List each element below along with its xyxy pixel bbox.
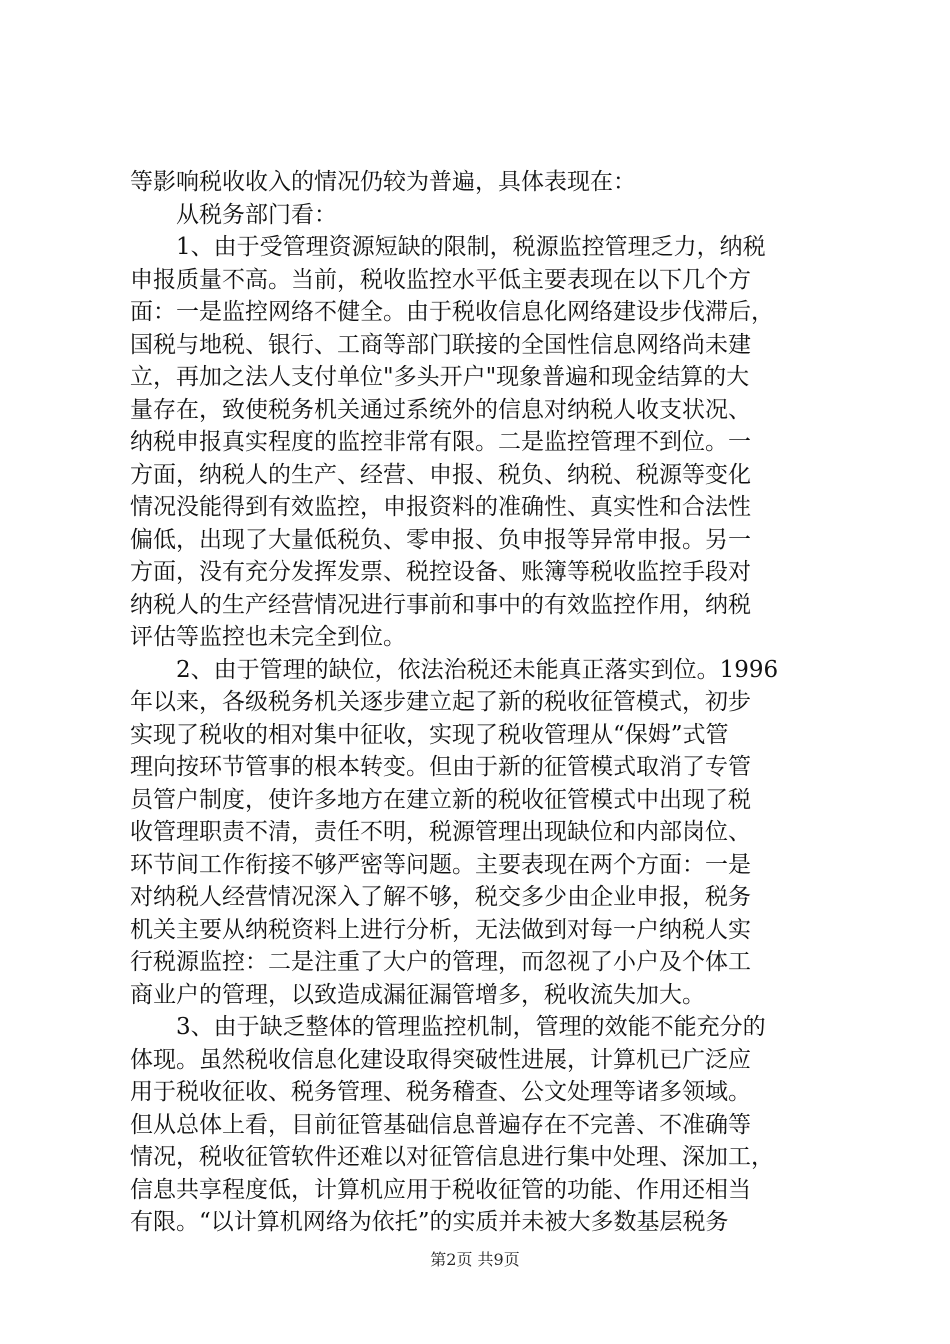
text-line: 机关主要从纳税资料上进行分析，无法做到对每一户纳税人实	[130, 916, 751, 943]
text-line: 方面，纳税人的生产、经营、申报、税负、纳税、税源等变化	[130, 461, 751, 488]
text-line: 2、由于管理的缺位，依法治税还未能真正落实到位。1996	[130, 656, 779, 683]
text-line: 1、由于受管理资源短缺的限制，税源监控管理乏力，纳税	[130, 234, 766, 260]
text-line: 员管户制度，使许多地方在建立新的税收征管模式中出现了税	[130, 786, 751, 813]
text-line: 理向按环节管事的根本转变。但由于新的征管模式取消了专管	[130, 754, 751, 780]
text-line: 国税与地税、银行、工商等部门联接的全国性信息网络尚未建	[130, 331, 751, 358]
text-line: 信息共享程度低，计算机应用于税收征管的功能、作用还相当	[130, 1176, 751, 1203]
text-line: 但从总体上看，目前征管基础信息普遍存在不完善、不准确等	[130, 1111, 751, 1138]
text-line: 用于税收征收、税务管理、税务稽查、公文处理等诸多领域。	[130, 1079, 751, 1105]
text-line: 纳税人的生产经营情况进行事前和事中的有效监控作用，纳税	[130, 591, 751, 618]
text-line: 实现了税收的相对集中征收，实现了税收管理从“保姆”式管	[130, 721, 729, 748]
text-line: 面：一是监控网络不健全。由于税收信息化网络建设步伐滞后，	[130, 299, 774, 325]
text-line: 商业户的管理，以致造成漏征漏管增多，税收流失加大。	[130, 981, 705, 1008]
text-line: 方面，没有充分发挥发票、税控设备、账簿等税收监控手段对	[130, 559, 751, 585]
text-line: 3、由于缺乏整体的管理监控机制，管理的效能不能充分的	[130, 1014, 766, 1040]
text-line: 年以来，各级税务机关逐步建立起了新的税收征管模式，初步	[130, 689, 751, 715]
text-line: 环节间工作衔接不够严密等问题。主要表现在两个方面：一是	[130, 851, 751, 878]
text-line: 情况，税收征管软件还难以对征管信息进行集中处理、深加工，	[130, 1144, 774, 1170]
text-line: 对纳税人经营情况深入了解不够，税交多少由企业申报，税务	[130, 884, 751, 910]
text-line: 纳税申报真实程度的监控非常有限。二是监控管理不到位。一	[130, 429, 751, 455]
page-number-footer: 第2页 共9页	[430, 1250, 520, 1269]
text-line: 申报质量不高。当前，税收监控水平低主要表现在以下几个方	[130, 266, 751, 293]
text-line: 从税务部门看：	[130, 201, 337, 228]
text-line: 收管理职责不清，责任不明，税源管理出现缺位和内部岗位、	[130, 819, 751, 845]
text-line: 体现。虽然税收信息化建设取得突破性进展，计算机已广泛应	[130, 1046, 751, 1073]
text-line: 偏低，出现了大量低税负、零申报、负申报等异常申报。另一	[130, 526, 751, 553]
text-line: 情况没能得到有效监控，申报资料的准确性、真实性和合法性	[130, 494, 751, 520]
text-line: 等影响税收收入的情况仍较为普遍，具体表现在：	[130, 169, 636, 195]
text-line: 有限。“以计算机网络为依托”的实质并未被大多数基层税务	[130, 1209, 729, 1235]
text-line: 立，再加之法人支付单位"多头开户"现象普遍和现金结算的大	[130, 364, 750, 390]
text-line: 评估等监控也未完全到位。	[130, 624, 406, 650]
text-line: 量存在，致使税务机关通过系统外的信息对纳税人收支状况、	[130, 396, 751, 423]
text-line: 行税源监控：二是注重了大户的管理，而忽视了小户及个体工	[130, 949, 751, 975]
